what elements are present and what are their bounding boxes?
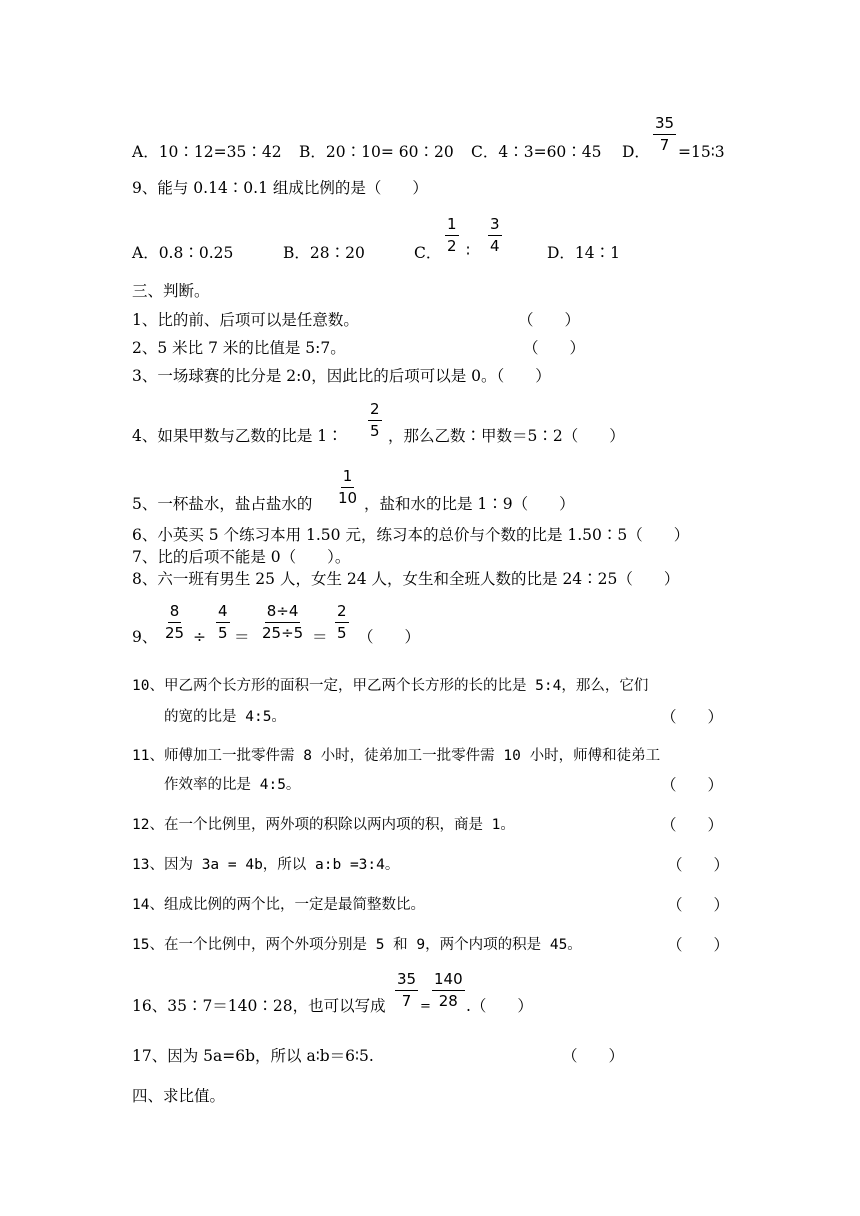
section-3-title: 三、判断。 bbox=[132, 282, 210, 300]
judge-4-prefix: 4、如果甲数与乙数的比是 1∶ bbox=[132, 427, 343, 445]
fraction-denominator: 25 bbox=[165, 624, 185, 642]
judge-5-fraction bbox=[338, 469, 357, 506]
judge-9-fraction-3 bbox=[262, 604, 303, 641]
judge-11-line-1: 11、师傅加工一批零件需 8 小时，徒弟加工一批零件需 10 小时，师傅和徒弟工 bbox=[132, 748, 661, 764]
q8-option-d-suffix: =15∶3 bbox=[678, 143, 725, 161]
fraction-denominator: 7 bbox=[659, 136, 670, 154]
judge-9-fraction-1 bbox=[165, 604, 184, 641]
judge-13-answer-paren[interactable]: （ ） bbox=[667, 856, 730, 874]
fraction-numerator: 35 bbox=[395, 972, 418, 991]
judge-11-answer-paren[interactable]: （ ） bbox=[661, 776, 724, 794]
q9-option-c-fraction-2 bbox=[488, 217, 502, 254]
judge-4-suffix: ，那么乙数∶甲数＝5∶2（ ） bbox=[388, 427, 625, 445]
judge-5-suffix: ，盐和水的比是 1∶9（ ） bbox=[364, 495, 575, 513]
fraction-denominator: 5 bbox=[337, 624, 347, 642]
judge-10-line-2: 的宽的比是 4:5。 bbox=[164, 709, 286, 725]
judge-9-label: 9、 bbox=[132, 628, 158, 646]
judge-16-equals: = bbox=[420, 999, 431, 1014]
fraction-numerator: 140 bbox=[432, 972, 465, 991]
judge-9-divide-sign: ÷ bbox=[193, 628, 206, 646]
q9-option-c-prefix: C． bbox=[414, 244, 442, 262]
q9-option-a: A．0.8∶0.25 bbox=[132, 244, 234, 262]
judge-2-statement: 2、5 米比 7 米的比值是 5:7。 bbox=[132, 339, 346, 357]
section-4-title: 四、求比值。 bbox=[132, 1087, 226, 1105]
fraction-denominator: 4 bbox=[490, 237, 500, 255]
q9-option-b: B．28∶20 bbox=[283, 244, 365, 262]
q8-option-b: B．20∶10= 60∶20 bbox=[299, 143, 454, 161]
judge-16-fraction-1 bbox=[395, 972, 418, 1009]
judge-16-suffix: .（ ） bbox=[466, 997, 533, 1015]
q9-option-d: D．14∶1 bbox=[547, 244, 621, 262]
q8-option-c: C．4∶3=60∶45 bbox=[471, 143, 602, 161]
q8-option-d-prefix: D． bbox=[622, 143, 650, 161]
judge-11-line-2: 作效率的比是 4:5。 bbox=[164, 777, 301, 793]
judge-9-equals-1: ＝ bbox=[234, 628, 250, 646]
fraction-denominator: 10 bbox=[338, 489, 358, 507]
judge-16-prefix: 16、35∶7＝140∶28，也可以写成 bbox=[132, 997, 386, 1015]
q9-option-c-fraction-1 bbox=[445, 217, 459, 254]
fraction-denominator: 5 bbox=[218, 624, 228, 642]
judge-16-fraction-2 bbox=[432, 972, 465, 1009]
judge-10-line-1: 10、甲乙两个长方形的面积一定，甲乙两个长方形的长的比是 5:4，那么，它们 bbox=[132, 678, 649, 694]
fraction-denominator: 25÷5 bbox=[262, 624, 304, 642]
fraction-numerator: 2 bbox=[335, 604, 349, 623]
fraction-denominator: 7 bbox=[401, 992, 412, 1010]
judge-14-statement: 14、组成比例的两个比，一定是最简整数比。 bbox=[132, 897, 425, 913]
judge-12-statement: 12、在一个比例里，两外项的积除以两内项的积，商是 1。 bbox=[132, 817, 515, 833]
fraction-numerator: 35 bbox=[653, 116, 676, 135]
judge-5-prefix: 5、一杯盐水，盐占盐水的 bbox=[132, 495, 313, 513]
judge-15-statement: 15、在一个比例中，两个外项分别是 5 和 9，两个内项的积是 45。 bbox=[132, 937, 582, 953]
fraction-denominator: 28 bbox=[438, 992, 458, 1010]
judge-9-answer-paren[interactable]: （ ） bbox=[358, 628, 421, 646]
judge-7-statement: 7、比的后项不能是 0（ ）。 bbox=[132, 548, 351, 566]
judge-13-statement: 13、因为 3a = 4b，所以 a:b =3:4。 bbox=[132, 857, 400, 873]
judge-8-statement: 8、六一班有男生 25 人，女生 24 人，女生和全班人数的比是 24∶25（ ） bbox=[132, 570, 680, 588]
judge-15-answer-paren[interactable]: （ ） bbox=[667, 936, 730, 954]
fraction-numerator: 3 bbox=[488, 217, 502, 236]
judge-6-statement: 6、小英买 5 个练习本用 1.50 元，练习本的总价与个数的比是 1.50∶5（ ） bbox=[132, 526, 690, 544]
judge-17-statement: 17、因为 5a=6b，所以 a∶b＝6∶5. bbox=[132, 1047, 374, 1065]
judge-14-answer-paren[interactable]: （ ） bbox=[667, 896, 730, 914]
q9-option-c-colon: ∶ bbox=[466, 242, 471, 260]
q8-option-d-fraction bbox=[653, 116, 676, 153]
judge-10-answer-paren[interactable]: （ ） bbox=[661, 708, 724, 726]
fraction-denominator: 5 bbox=[370, 422, 380, 440]
judge-9-fraction-4 bbox=[335, 604, 349, 641]
q9-question: 9、能与 0.14∶0.1 组成比例的是（ ） bbox=[132, 179, 428, 197]
judge-1-answer-paren[interactable]: （ ） bbox=[518, 311, 581, 329]
fraction-numerator: 2 bbox=[368, 402, 382, 421]
fraction-numerator: 8÷4 bbox=[265, 604, 301, 623]
fraction-numerator: 1 bbox=[445, 217, 459, 236]
judge-12-answer-paren[interactable]: （ ） bbox=[661, 816, 724, 834]
fraction-denominator: 2 bbox=[447, 237, 457, 255]
judge-4-fraction bbox=[368, 402, 382, 439]
judge-2-answer-paren[interactable]: （ ） bbox=[523, 339, 586, 357]
fraction-numerator: 1 bbox=[341, 469, 355, 488]
judge-1-statement: 1、比的前、后项可以是任意数。 bbox=[132, 311, 359, 329]
judge-17-answer-paren[interactable]: （ ） bbox=[562, 1047, 625, 1065]
judge-9-equals-2: ＝ bbox=[312, 628, 328, 646]
q8-option-a: A．10∶12=35∶42 bbox=[132, 143, 282, 161]
fraction-numerator: 8 bbox=[168, 604, 182, 623]
judge-9-fraction-2 bbox=[216, 604, 230, 641]
judge-3-statement: 3、一场球赛的比分是 2:0，因此比的后项可以是 0。（ ） bbox=[132, 367, 551, 385]
fraction-numerator: 4 bbox=[216, 604, 230, 623]
